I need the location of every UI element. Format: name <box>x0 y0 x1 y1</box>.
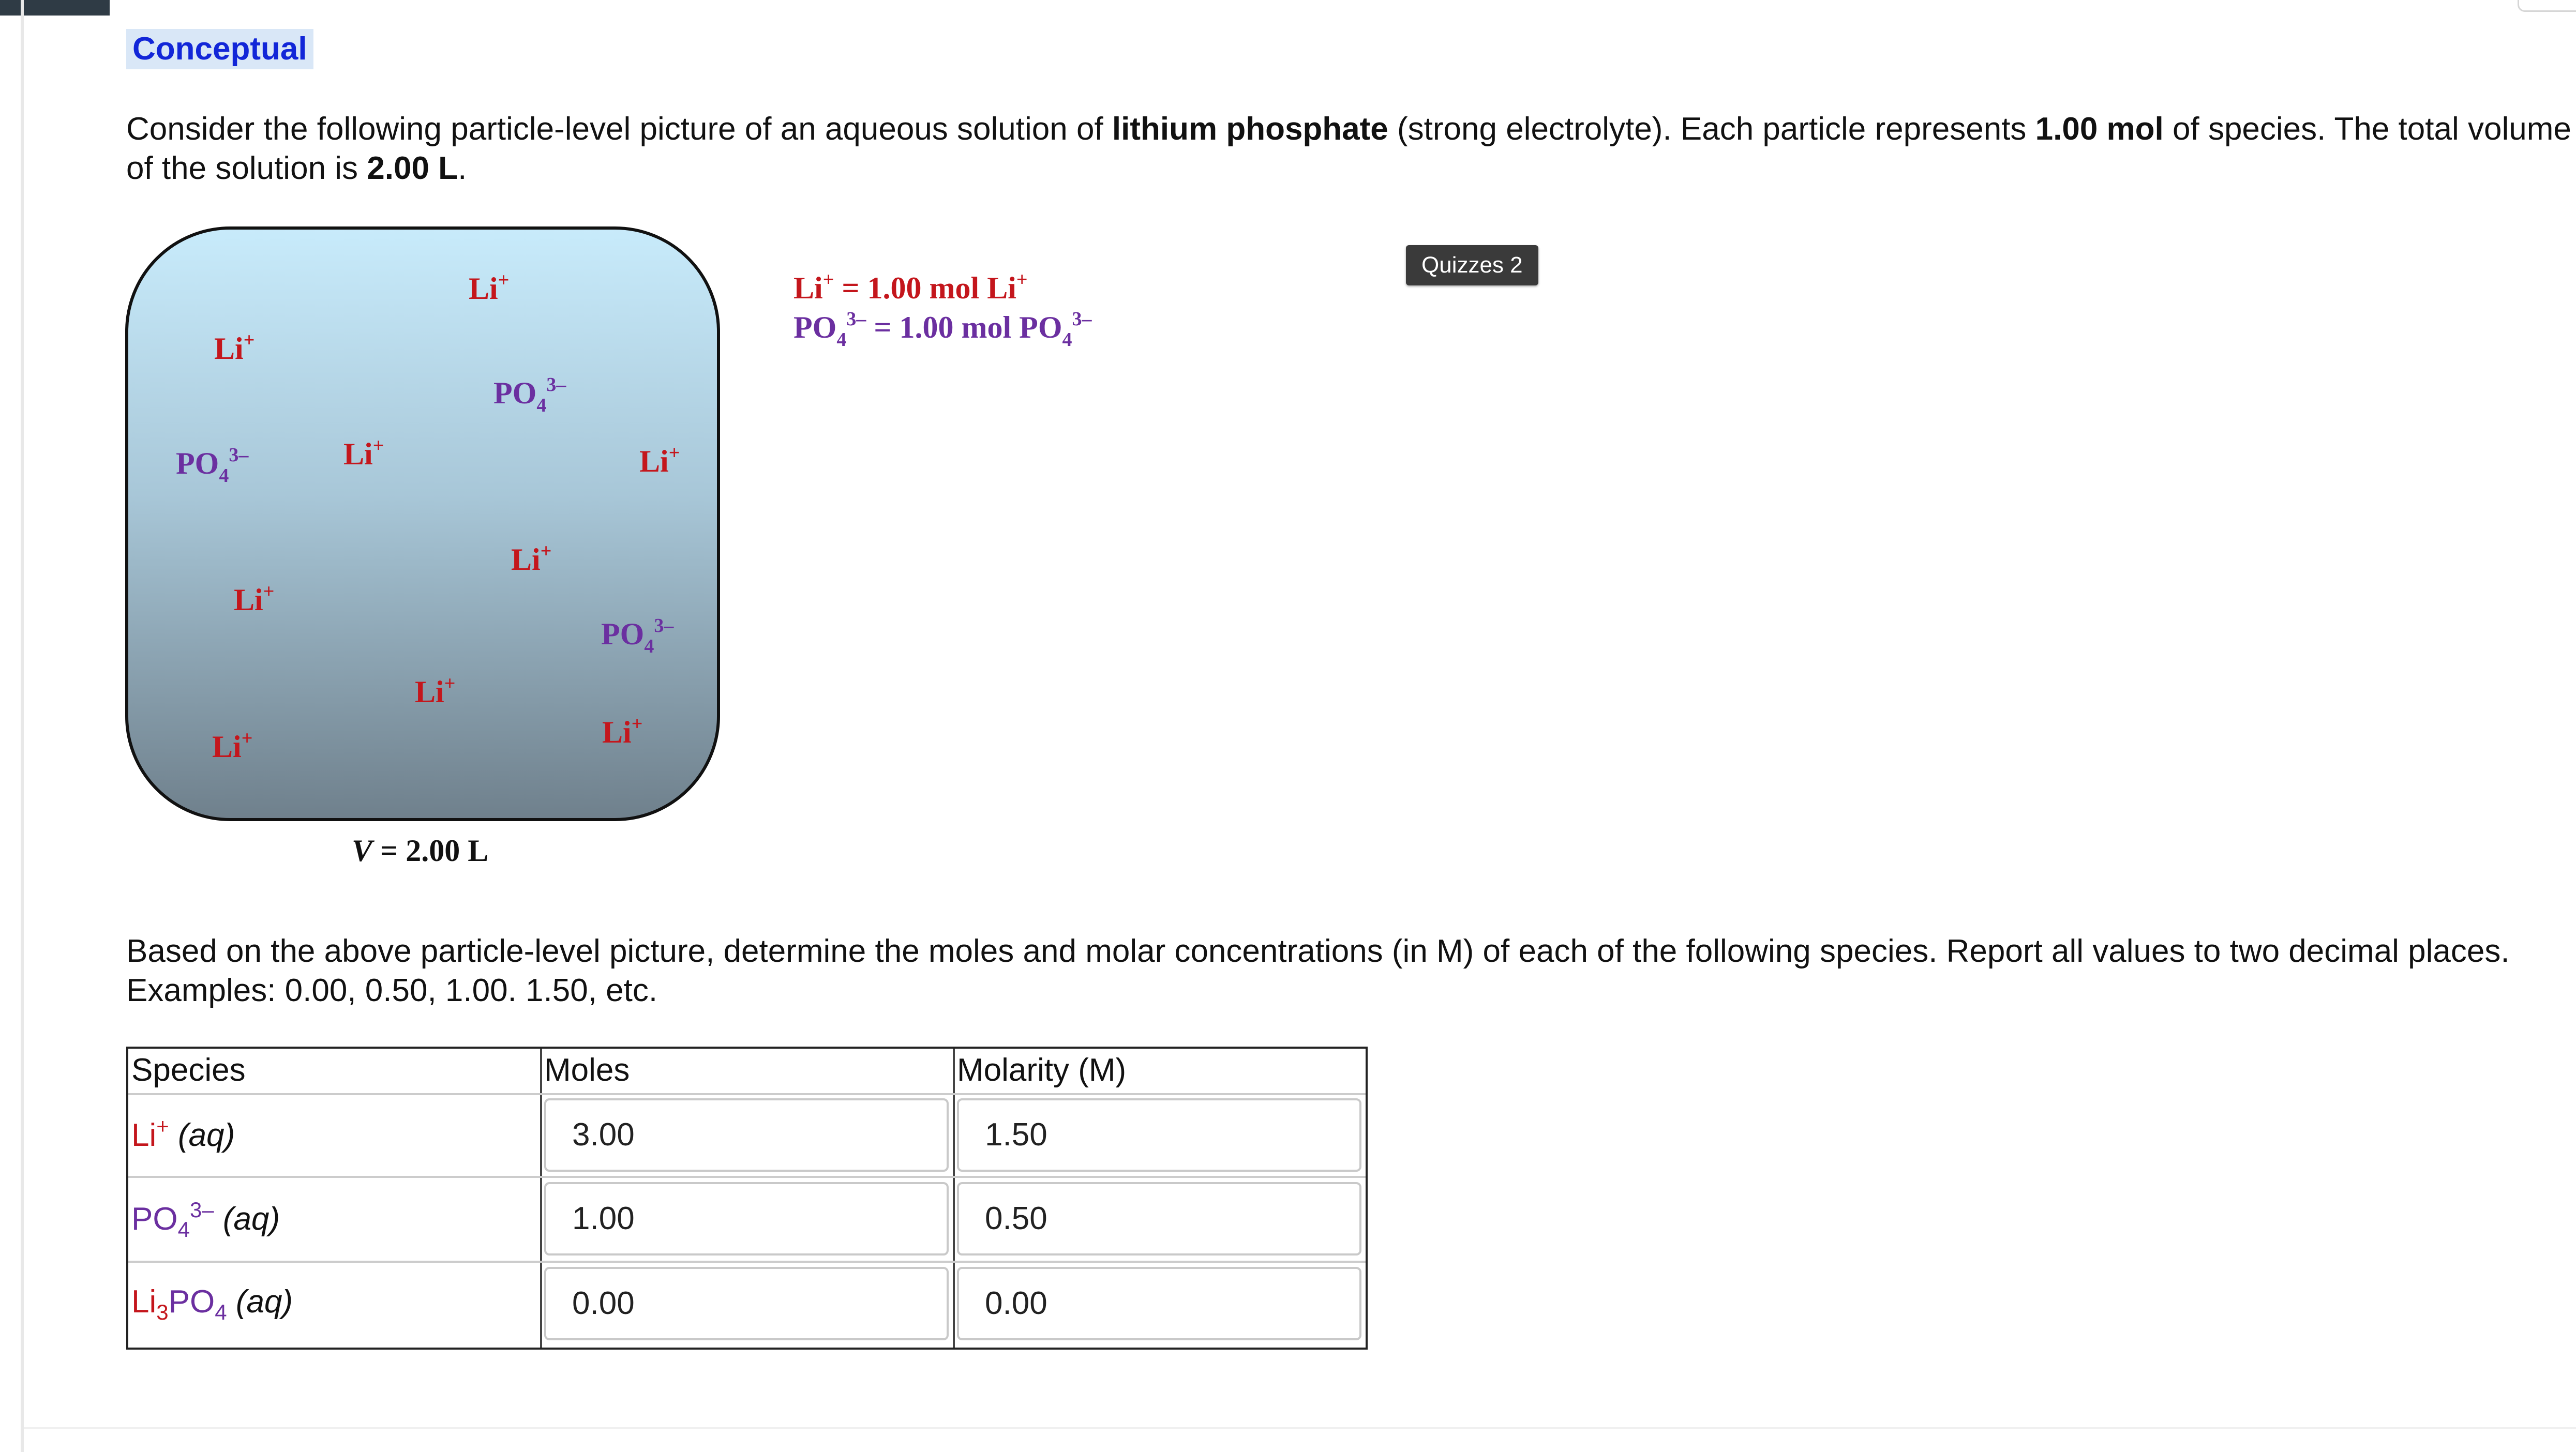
li-ion: Li+ <box>234 581 275 617</box>
phosphate-ion: $PO_4^{3-}$ <box>176 444 249 487</box>
header-moles: Moles <box>544 1052 630 1088</box>
row-divider <box>128 1093 1366 1095</box>
species-phosphate-label: $PO_4^{3-}$ (aq) <box>131 1198 280 1242</box>
question-line-1: Based on the above particle-level picture, determine the moles and molar concentrations (in M) of each of the following species. Report all values to two decimal places. <box>126 933 2510 969</box>
volume-label: V = 2.00 L <box>352 834 489 868</box>
li-ion: Li+ <box>212 728 253 764</box>
intro-line-2: of the solution is 2.00 L. <box>126 150 467 186</box>
left-divider <box>21 0 24 1452</box>
quizzes-badge[interactable]: Quizzes 2 <box>1406 245 1538 285</box>
phosphate-ion: $PO_4^{3-}$ <box>601 615 674 657</box>
li-ion: Li+ <box>511 540 552 577</box>
phosphate-ion: $PO_4^{3-}$ <box>493 374 566 416</box>
li-ion: Li+ <box>469 269 510 306</box>
row-divider <box>128 1261 1366 1263</box>
li-ion: Li+ <box>602 713 643 749</box>
molarity-input-li[interactable]: 1.50 <box>957 1098 1361 1172</box>
legend-li: Li+ = 1.00 mol Li+ <box>793 269 1028 305</box>
li-ion: Li+ <box>214 329 255 366</box>
li-ion: Li+ <box>639 442 680 478</box>
header-molarity: Molarity (M) <box>957 1052 1127 1088</box>
top-bar <box>0 0 110 16</box>
species-li-label: Li+ (aq) <box>131 1114 235 1153</box>
moles-input-lithium-phosphate[interactable]: 0.00 <box>544 1267 949 1340</box>
moles-input-phosphate[interactable]: 1.00 <box>544 1182 949 1256</box>
row-divider <box>128 1176 1366 1178</box>
species-lithium-phosphate-label: $Li_3PO_4$ (aq) <box>131 1284 293 1324</box>
header-species: Species <box>131 1052 246 1088</box>
intro-line-1: Consider the following particle-level picture of an aqueous solution of lithium phosphate (strong electrolyte). Each particle represents 1.00 mol of species. The total volume <box>126 111 2571 147</box>
molarity-input-lithium-phosphate[interactable]: 0.00 <box>957 1267 1361 1340</box>
moles-input-li[interactable]: 3.00 <box>544 1098 949 1172</box>
bottom-divider <box>24 1427 2576 1429</box>
li-ion: Li+ <box>343 435 384 471</box>
conceptual-tag: Conceptual <box>126 29 313 69</box>
answer-table <box>126 1047 1368 1350</box>
li-ion: Li+ <box>415 673 456 709</box>
corner-button[interactable] <box>2518 0 2576 12</box>
molarity-input-phosphate[interactable]: 0.50 <box>957 1182 1361 1256</box>
legend-phosphate: $PO_4^{3-} = 1.00$ mol $PO_4^{3-}$ <box>793 308 1092 351</box>
question-line-2: Examples: 0.00, 0.50, 1.00. 1.50, etc. <box>126 973 658 1008</box>
